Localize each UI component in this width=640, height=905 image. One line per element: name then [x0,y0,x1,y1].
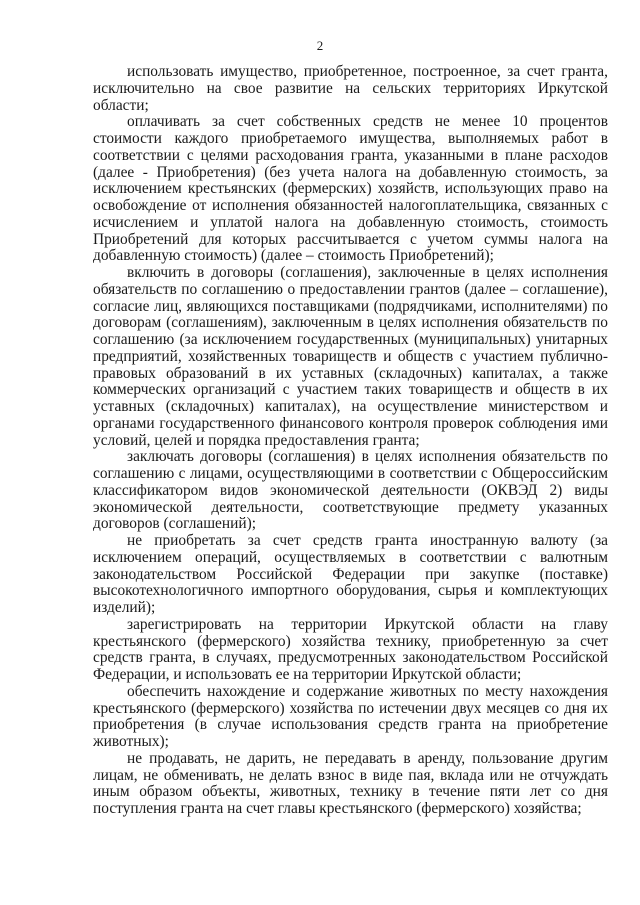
page-number: 2 [316,38,324,53]
paragraph-foreign-currency: не приобретать за счет средств гранта иностранную валюту (за исключением операций, осуществляемых в соответствии с валютным законодательством Российской Федерации при закупке (поставке) высокотехнологичного импортного оборудования, сырья и комплектующих изделий); [93,532,608,616]
paragraph-register-equipment: зарегистрировать на территории Иркутской области на главу крестьянского (фермерского) хозяйства технику, приобретенную за счет средств гранта, в случаях, предусмотренных законодательством Российской Федерации, и использовать ее на территории Иркутской области; [93,615,608,683]
document-body [93,64,608,818]
paragraph-own-funds: оплачивать за счет собственных средств не менее 10 процентов стоимости каждого приобретаемого имущества, выполняемых работ в соответствии с целями расходования гранта, указанными в плане расходов (далее - Приобретения) (без учета налога на добавленную стоимость, за исключением крестьянских (фермерских) хозяйств, использующих право на освобождение от исполнения обязанностей налогоплательщика, связанных с исчислением и уплатой налога на добавленную стоимость, стоимость Приобретений для которых рассчитывается с учетом суммы налога на добавленную стоимость) (далее – стоимость Приобретений); [93,113,608,265]
paragraph-property-use: использовать имущество, приобретенное, построенное, за счет гранта, исключительно на свое развитие на сельских территориях Иркутской области; [93,63,608,114]
paragraph-okved-contracts: заключать договоры (соглашения) в целях исполнения обязательств по соглашению с лицами, осуществляющими в соответствии с Общероссийским классификатором видов экономической деятельности (ОКВЭД 2) виды экономической деятельности, соответствующие предмету указанных договоров (соглашений); [93,448,608,533]
paragraph-animals-keeping: обеспечить нахождение и содержание животных по месту нахождения крестьянского (фермерского) хозяйства по истечении двух месяцев со дня их приобретения (в случае использования средств гранта на приобретение животных); [93,682,608,750]
paragraph-contracts-consent: включить в договоры (соглашения), заключенные в целях исполнения обязательств по соглашению о предоставлении грантов (далее – соглашение), согласие лиц, являющихся поставщиками (подрядчиками, исполнителями) по договорам (соглашениям), заключенным в целях исполнения обязательств по соглашению (за исключением государственных (муниципальных) унитарных предприятий, хозяйственных товариществ и обществ с участием публично-правовых образований в их уставных (складочных) капиталах, а также коммерческих организаций с участием таких товариществ и обществ в их уставных (складочных) капиталах), на осуществление министерством и органами государственного финансового контроля проверок соблюдения ими условий, целей и порядка предоставления гранта; [93,264,608,449]
paragraph-no-alienation: не продавать, не дарить, не передавать в аренду, пользование другим лицам, не обменивать, не делать взнос в виде пая, вклада или не отчуждать иным образом объекты, животных, технику в течение пяти лет со дня поступления гранта на счет главы крестьянского (фермерского) хозяйства; [93,749,608,817]
